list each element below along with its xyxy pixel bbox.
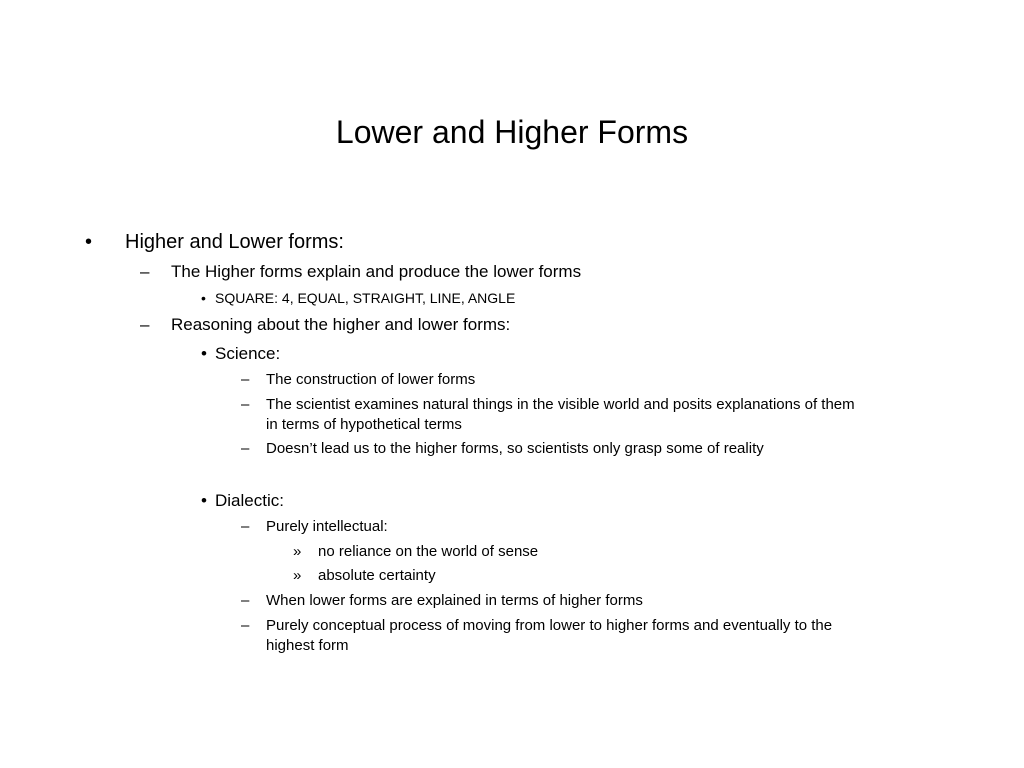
- slide-title: Lower and Higher Forms: [335, 114, 689, 150]
- dash-text: The construction of lower forms: [266, 371, 476, 388]
- dash-text: Reasoning about the higher and lower forms:: [171, 315, 511, 334]
- dash-text: Purely intellectual:: [266, 518, 388, 535]
- bullet-marker: •: [201, 290, 206, 306]
- bullet-marker: •: [201, 344, 207, 363]
- dash-text: The Higher forms explain and produce the lower forms: [171, 262, 582, 281]
- dash-text-line2: in terms of hypothetical terms: [266, 416, 462, 433]
- dash-marker: –: [241, 440, 250, 457]
- chevron-marker: »: [293, 543, 302, 560]
- bullet-marker: •: [85, 231, 93, 253]
- chevron-text: absolute certainty: [318, 567, 436, 584]
- bullet-text: Higher and Lower forms:: [125, 231, 344, 253]
- dash-text-line1: The scientist examines natural things in the visible world and posits explanations of them: [266, 396, 855, 413]
- dash-text: When lower forms are explained in terms of higher forms: [266, 592, 643, 609]
- dash-text: Doesn’t lead us to the higher forms, so scientists only grasp some of reality: [266, 440, 764, 457]
- dash-text-line1: Purely conceptual process of moving from lower to higher forms and eventually to the: [266, 617, 833, 634]
- dash-marker: –: [140, 262, 150, 281]
- dash-marker: –: [241, 371, 250, 388]
- bullet-text: SQUARE: 4, EQUAL, STRAIGHT, LINE, ANGLE: [215, 290, 516, 306]
- dash-marker: –: [241, 617, 250, 634]
- bullet-text: Science:: [215, 344, 281, 363]
- dash-marker: –: [241, 396, 250, 413]
- chevron-marker: »: [293, 567, 302, 584]
- chevron-text: no reliance on the world of sense: [318, 543, 539, 560]
- bullet-marker: •: [201, 491, 207, 510]
- dash-marker: –: [241, 518, 250, 535]
- dash-marker: –: [140, 315, 150, 334]
- dash-text-line2: highest form: [266, 637, 349, 654]
- bullet-text: Dialectic:: [215, 491, 284, 510]
- dash-marker: –: [241, 592, 250, 609]
